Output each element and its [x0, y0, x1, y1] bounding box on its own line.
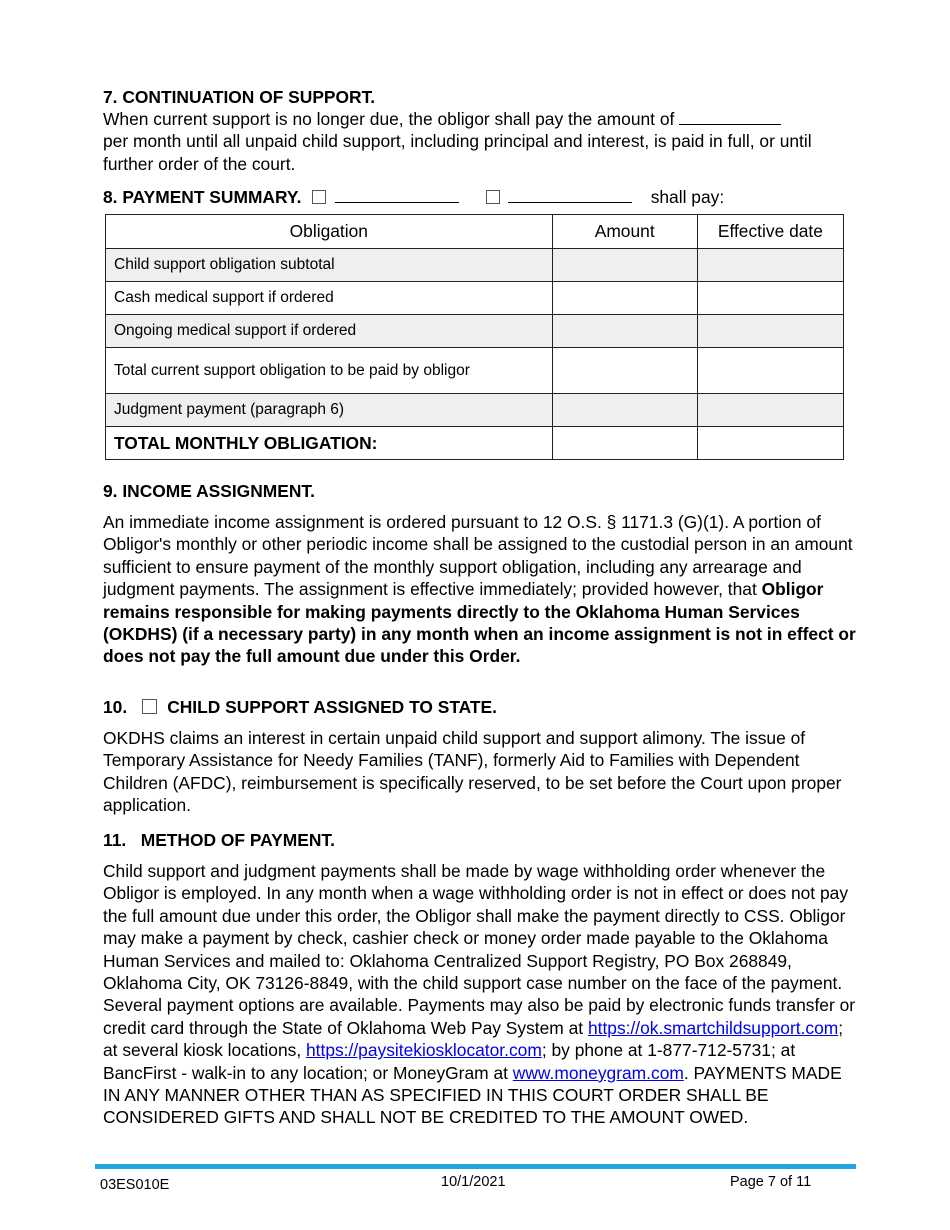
effective-date-cell[interactable]	[697, 394, 843, 427]
obligation-cell: Ongoing medical support if ordered	[106, 315, 553, 348]
amount-cell[interactable]	[552, 315, 697, 348]
section-text	[103, 860, 858, 1129]
footer-divider-bar	[95, 1164, 856, 1169]
column-header-amount: Amount	[552, 215, 697, 249]
column-header-effective-date: Effective date	[697, 215, 843, 249]
amount-cell[interactable]	[552, 427, 697, 460]
section-text: OKDHS claims an interest in certain unpaid child support and support alimony. The issue of Temporary Assistance for Needy Families (TANF), formerly Aid to Families with Dependent Children (AFDC), reimbursement is specifically reserved, to be set before the Court upon proper application.	[103, 728, 842, 816]
section-text	[103, 511, 858, 668]
payment-summary-table	[105, 214, 844, 460]
section-method-of-payment	[103, 829, 858, 1129]
effective-date-cell[interactable]	[697, 282, 843, 315]
section-heading	[103, 696, 858, 718]
amount-blank-field[interactable]	[679, 123, 781, 125]
party-1-name-field[interactable]	[335, 201, 459, 203]
effective-date-cell[interactable]	[697, 348, 843, 394]
table-row	[106, 394, 844, 427]
table-header-row	[106, 215, 844, 249]
amount-cell[interactable]	[552, 249, 697, 282]
section-text-part: When current support is no longer due, the obligor shall pay the amount of	[103, 109, 680, 129]
section-text-bold: Obligor remains responsible for making payments directly to the Oklahoma Human Services (OKDHS) (if a necessary party) in any month when an income assignment is not in effect or does not pay the full amount due under this Order.	[103, 579, 856, 667]
effective-date-cell[interactable]	[697, 427, 843, 460]
section-text	[103, 108, 858, 175]
effective-date-cell[interactable]	[697, 249, 843, 282]
amount-cell[interactable]	[552, 348, 697, 394]
section-continuation-of-support	[103, 86, 858, 175]
section-number: 10.	[103, 697, 128, 717]
section-heading: 11. METHOD OF PAYMENT.	[103, 830, 335, 850]
amount-cell[interactable]	[552, 282, 697, 315]
section-heading-text: CHILD SUPPORT ASSIGNED TO STATE.	[167, 697, 497, 717]
obligation-cell: Total current support obligation to be paid by obligor	[106, 348, 553, 394]
section-income-assignment	[103, 480, 858, 668]
section-payment-summary	[103, 186, 863, 208]
section-heading: 9. INCOME ASSIGNMENT.	[103, 481, 315, 501]
section-text-part: . PAYMENTS MADE IN ANY MANNER OTHER THAN AS SPECIFIED IN THIS COURT ORDER SHALL BE CONSIDERED GIFTS AND SHALL NOT BE CREDITED TO THE AMOUNT OWED.	[103, 1062, 842, 1128]
table-row	[106, 315, 844, 348]
section-text-part: Child support and judgment payments shall be made by wage withholding order whenever the Obligor is employed. In any month when a wage withholding order is not in effect or does not pay the full amount due under this order, the Obligor shall make the payment directly to CSS. Obligor may make a payment by check, cashier check or money order made payable to the Oklahoma Human Services and mailed to: Oklahoma Centralized Support Registry, PO Box 268849, Oklahoma City, OK 73126-8849, with the child support case number on the face of the payment. Several payment options are available. Payments may also be paid by electronic funds transfer or credit card through the State of Oklahoma Web Pay System at	[103, 861, 856, 1038]
table-total-row	[106, 427, 844, 460]
moneygram-link[interactable]: www.moneygram.com	[512, 1062, 684, 1083]
obligation-cell: Judgment payment (paragraph 6)	[106, 394, 553, 427]
kiosk-locator-link[interactable]: https://paysitekiosklocator.com	[305, 1040, 542, 1061]
shall-pay-label: shall pay:	[650, 187, 725, 207]
obligation-cell: TOTAL MONTHLY OBLIGATION:	[106, 427, 553, 460]
column-header-obligation: Obligation	[106, 215, 553, 249]
section-text-part: per month until all unpaid child support, including principal and interest, is paid in full, or until further order of the court.	[103, 131, 812, 174]
section-text-part: ; by phone at 1-877-712-5731; at BancFirst - walk-in to any location; or MoneyGram at	[103, 1040, 796, 1083]
party-1-checkbox[interactable]	[312, 190, 326, 204]
effective-date-cell[interactable]	[697, 315, 843, 348]
section-heading: 8. PAYMENT SUMMARY.	[103, 187, 302, 207]
table-row	[106, 249, 844, 282]
assigned-to-state-checkbox[interactable]	[142, 699, 157, 714]
party-2-checkbox[interactable]	[486, 190, 500, 204]
obligation-cell: Cash medical support if ordered	[106, 282, 553, 315]
form-number: 03ES010E	[100, 1177, 170, 1193]
section-text-part: An immediate income assignment is ordered pursuant to 12 O.S. § 1171.3 (G)(1). A portion of Obligor's monthly or other periodic income shall be assigned to the custodial person in an amount sufficient to ensure payment of the monthly support obligation, including any arrearage and judgment payments. The assignment is effective immediately; provided however, that	[103, 512, 853, 600]
section-heading: 7. CONTINUATION OF SUPPORT.	[103, 87, 376, 107]
table-row	[106, 282, 844, 315]
party-2-name-field[interactable]	[508, 201, 632, 203]
page-number: Page 7 of 11	[730, 1174, 812, 1190]
section-child-support-assigned	[103, 696, 858, 817]
form-date: 10/1/2021	[441, 1174, 506, 1190]
amount-cell[interactable]	[552, 394, 697, 427]
table-row	[106, 348, 844, 394]
obligation-cell: Child support obligation subtotal	[106, 249, 553, 282]
section-text-part: ; at several kiosk locations,	[103, 1017, 844, 1061]
smartchildsupport-link[interactable]: https://ok.smartchildsupport.com	[587, 1017, 839, 1038]
